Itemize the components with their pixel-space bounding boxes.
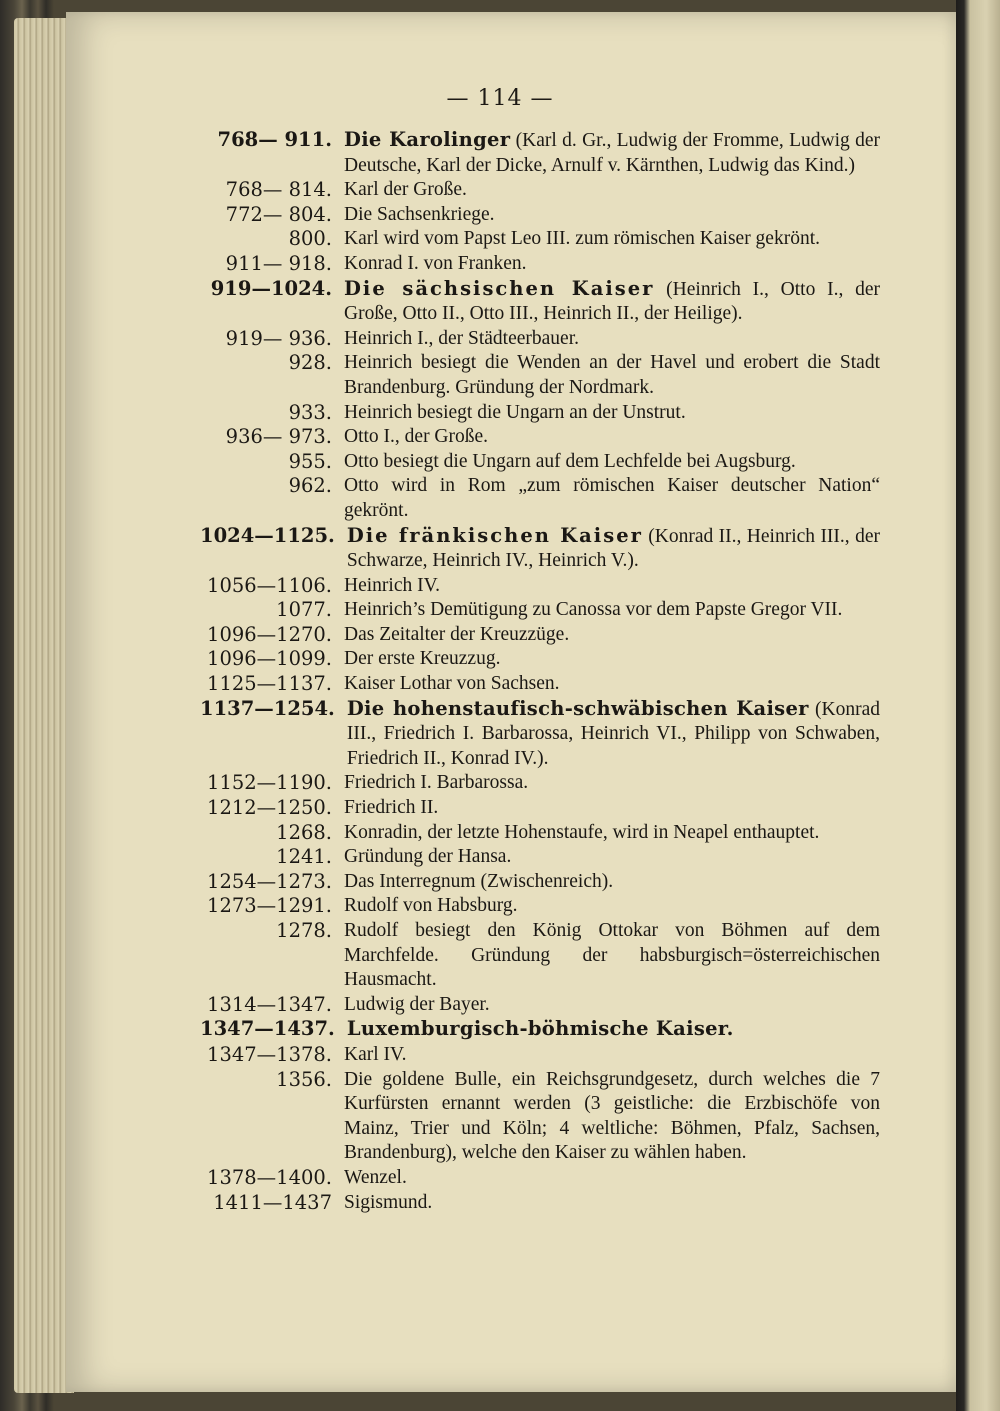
entry-text: Heinrich I., der Städteerbauer. xyxy=(344,327,579,349)
entry-text: Das Zeitalter der Kreuzzüge. xyxy=(344,623,570,645)
entry-text: Kaiser Lothar von Sachsen. xyxy=(344,673,560,695)
entry-text: Gründung der Hansa. xyxy=(344,846,512,868)
entry-text: Ludwig der Bayer. xyxy=(344,993,490,1015)
entry-date: 1347—1378. xyxy=(207,1042,332,1066)
entry-date: 768— 911. xyxy=(217,128,332,151)
entry-text: Das Interregnum (Zwischenreich). xyxy=(344,870,614,892)
entry xyxy=(200,203,880,228)
entry-date: 1254—1273. xyxy=(207,869,332,893)
entry xyxy=(200,672,880,697)
entry-date: 1152—1190. xyxy=(207,771,332,795)
entry-text: Rudolf besiegt den König Ottokar von Böhmen auf dem Marchfelde. Gründung der habsburgisch=österreichischen Hausmacht. xyxy=(344,920,880,991)
entry-date: 1278. xyxy=(276,919,332,942)
entry-text: Friedrich II. xyxy=(344,797,439,819)
entry-text: Karl der Große. xyxy=(344,179,467,201)
entry-text: Karl wird vom Papst Leo III. zum römischen Kaiser gekrönt. xyxy=(344,228,820,250)
entry xyxy=(200,327,880,352)
entry-date: 1096—1099. xyxy=(207,647,332,671)
entry xyxy=(200,1191,880,1216)
entry-luxemburg-kaiser xyxy=(200,1017,880,1043)
entry xyxy=(200,351,880,400)
entry-date: 1356. xyxy=(276,1067,332,1091)
entry-date: 1268. xyxy=(276,820,332,844)
entry-karolinger xyxy=(200,128,880,178)
entry-saechsische-kaiser xyxy=(200,277,880,327)
entry-date: 919—1024. xyxy=(210,276,332,300)
dynasty-heading: Die Karolinger xyxy=(344,128,511,151)
entry-date: 1212—1250. xyxy=(207,796,332,820)
entry xyxy=(200,623,880,648)
entry-date: 936— 973. xyxy=(225,425,332,449)
entry xyxy=(200,1068,880,1166)
entry-date: 1347—1437. xyxy=(200,1017,335,1041)
entry-text: Konradin, der letzte Hohenstaufe, wird in Neapel enthauptet. xyxy=(344,821,820,843)
entry-date: 928. xyxy=(288,351,332,375)
entry-date: 800. xyxy=(288,227,332,251)
entry xyxy=(200,1043,880,1068)
entry-hohenstaufen-kaiser xyxy=(200,697,880,772)
entry-text: Sigismund. xyxy=(344,1191,433,1213)
entry-date: 933. xyxy=(288,400,332,424)
entry xyxy=(200,252,880,277)
entry-text: Konrad I. von Franken. xyxy=(344,252,527,274)
chronology-list xyxy=(200,128,880,1215)
entry-date: 1077. xyxy=(276,598,332,622)
entry xyxy=(200,993,880,1018)
entry-date: 1378—1400. xyxy=(207,1165,332,1189)
entry-date: 955. xyxy=(288,449,332,473)
entry-text: Heinrich besiegt die Ungarn an der Unstrut. xyxy=(344,401,686,423)
entry-text: Heinrich IV. xyxy=(344,574,441,596)
dynasty-heading: Die fränkischen Kaiser xyxy=(346,523,643,547)
entry-text: (Karl d. Gr., Ludwig der Fromme, Ludwig der Deutsche, Karl der Dicke, Arnulf v. Kärnthen, Ludwig das Kind.) xyxy=(344,130,881,176)
entry-text: Karl IV. xyxy=(344,1043,407,1065)
entry xyxy=(200,821,880,846)
next-page-edge xyxy=(956,0,1000,1411)
entry-text: Friedrich I. Barbarossa. xyxy=(344,772,529,794)
entry-date: 1314—1347. xyxy=(207,992,332,1016)
entry xyxy=(200,771,880,796)
entry-date: 1137—1254. xyxy=(200,696,335,720)
entry xyxy=(200,178,880,203)
entry-text: Der erste Kreuzzug. xyxy=(344,648,501,670)
entry-date: 962. xyxy=(288,474,332,498)
dynasty-heading: Die hohenstaufisch-schwäbischen Kaiser xyxy=(346,696,809,720)
entry xyxy=(200,894,880,919)
entry-text: Wenzel. xyxy=(344,1166,407,1188)
entry-text: (Heinrich I., Otto I., der Große, Otto II., Otto III., Heinrich II., der Heilige). xyxy=(344,278,880,325)
entry-text: Heinrich besiegt die Wenden an der Havel und erobert die Stadt Brandenburg. Gründung der Nordmark. xyxy=(344,352,880,398)
dynasty-heading: Die sächsischen Kaiser xyxy=(344,276,655,300)
page-edges xyxy=(14,18,74,1393)
entry-date: 1096—1270. xyxy=(207,622,332,646)
entry-text: Otto I., der Große. xyxy=(344,426,489,448)
entry xyxy=(200,401,880,426)
entry-date: 1056—1106. xyxy=(207,573,332,597)
entry-date: 1024—1125. xyxy=(200,523,335,547)
entry xyxy=(200,227,880,252)
entry-fraenkische-kaiser xyxy=(200,524,880,574)
entry-text: (Konrad II., Heinrich III., der Schwarze, Heinrich IV., Heinrich V.). xyxy=(346,525,880,572)
entry xyxy=(200,870,880,895)
entry-text: Heinrich’s Demütigung zu Canossa vor dem Papste Gregor VII. xyxy=(344,599,843,621)
entry-text: Otto wird in Rom „zum römischen Kaiser deutscher Nation“ gekrönt. xyxy=(344,475,880,521)
entry xyxy=(200,450,880,475)
entry-date: 1411—1437 xyxy=(213,1190,332,1214)
entry-date: 911— 918. xyxy=(225,251,332,275)
entry-text: Die Sachsenkriege. xyxy=(344,203,495,225)
entry-text: Die goldene Bulle, ein Reichsgrundgesetz, durch welches die 7 Kurfürsten ernannt werden (3 geistliche: die Erzbischöfe von Mainz, Trier und Köln; 4 weltliche: Böhmen, Pfalz, Sachsen, Brandenburg), welche den Kaiser zu wählen haben. xyxy=(344,1068,880,1164)
entry-date: 1273—1291. xyxy=(207,894,332,918)
entry-text: Otto besiegt die Ungarn auf dem Lechfelde bei Augsburg. xyxy=(344,450,796,472)
entry-text: (Konrad III., Friedrich I. Barbarossa, Heinrich VI., Philipp von Schwaben, Friedrich II., Konrad IV.). xyxy=(346,698,880,769)
page-number: — 114 — xyxy=(446,86,554,111)
entry xyxy=(200,647,880,672)
entry-date: 1125—1137. xyxy=(207,672,332,696)
entry-date: 768— 814. xyxy=(225,178,332,202)
entry xyxy=(200,796,880,821)
dynasty-heading: Luxemburgisch-böhmische Kaiser. xyxy=(346,1017,734,1041)
entry-date: 919— 936. xyxy=(225,326,332,350)
entry xyxy=(200,1166,880,1191)
entry xyxy=(200,574,880,599)
entry xyxy=(200,474,880,523)
entry xyxy=(200,598,880,623)
entry-date: 772— 804. xyxy=(225,202,332,226)
entry-text: Rudolf von Habsburg. xyxy=(344,895,518,917)
entry xyxy=(200,845,880,870)
entry xyxy=(200,919,880,993)
entry-date: 1241. xyxy=(276,845,332,869)
entry xyxy=(200,425,880,450)
